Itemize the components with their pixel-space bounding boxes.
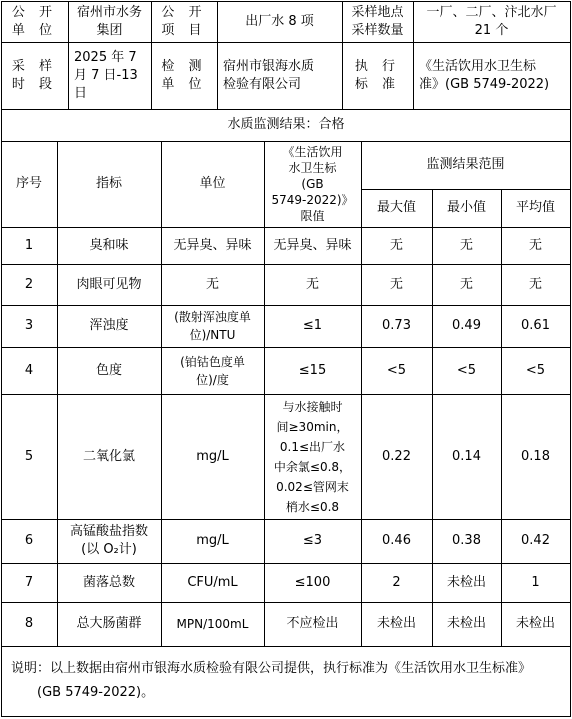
divider	[1, 646, 571, 647]
period-label: 采 样 时 段	[11, 58, 58, 92]
cell-seq: 4	[24, 362, 34, 378]
standard-value: 《生活饮用水卫生标 准》(GB 5749-2022)	[419, 58, 550, 92]
footnote-line: 说明：以上数据由宿州市银海水质检验有限公司提供，执行标准为《生活饮用水卫生标准》	[11, 661, 532, 676]
cell-limit: ≤15	[298, 362, 327, 378]
cell-avg: 0.61	[521, 318, 550, 333]
cell-max: 无	[389, 237, 403, 253]
footnote	[11, 657, 566, 705]
lab-label: 检 测 单 位	[161, 58, 207, 92]
cell-seq: 5	[24, 448, 34, 464]
footnote-line: (GB 5749-2022)。	[37, 685, 155, 700]
standard-label: 执 行 标 准	[354, 58, 401, 92]
cell-unit: 无异臭、异味	[173, 237, 252, 253]
sample-site-value: 一厂、二厂、汴北水厂 21 个	[426, 4, 557, 38]
col-max: 最大值	[376, 200, 416, 215]
cell-indicator: 总大肠菌群	[76, 616, 142, 631]
col-range: 监测结果范围	[426, 157, 505, 172]
cell-max: 0.46	[382, 533, 411, 548]
col-seq: 序号	[15, 176, 42, 191]
cell-limit: 无异臭、异味	[273, 237, 352, 253]
col-min: 最小值	[446, 200, 486, 215]
project-value: 出厂水 8 项	[245, 13, 314, 29]
cell-min: 0.38	[452, 533, 481, 548]
cell-indicator: 二氧化氯	[82, 448, 135, 464]
col-unit: 单位	[199, 176, 226, 191]
cell-seq: 3	[24, 318, 34, 333]
cell-avg: 0.18	[521, 448, 550, 464]
cell-min: 未检出	[446, 574, 486, 590]
cell-avg: 未检出	[515, 616, 555, 631]
cell-min: 无	[459, 237, 473, 253]
cell-min: <5	[456, 362, 477, 378]
cell-max: 无	[389, 276, 403, 292]
unit-label: 公 开 单 位	[11, 4, 58, 38]
cell-avg: 无	[528, 276, 542, 292]
cell-indicator: 色度	[95, 362, 122, 378]
col-indicator: 指标	[95, 176, 122, 191]
period-value: 2025 年 7 月 7 日-13 日	[74, 49, 138, 101]
cell-unit: (散射浑浊度单 位)/NTU	[174, 310, 251, 342]
cell-max: 未检出	[376, 616, 416, 631]
lab-value: 宿州市银海水质 检验有限公司	[223, 58, 315, 92]
cell-indicator: 浑浊度	[89, 318, 129, 333]
cell-seq: 8	[24, 616, 34, 631]
cell-seq: 7	[24, 574, 34, 590]
unit-value: 宿州市水务 集团	[76, 4, 142, 38]
cell-limit: ≤100	[294, 574, 331, 590]
cell-limit: 与水接触时 间≥30min， 0.1≤出厂水 中余氯≤0.8， 0.02≤管网末 梢水≤0.8	[273, 399, 352, 514]
cell-indicator: 肉眼可见物	[76, 276, 142, 292]
cell-unit: 无	[205, 276, 219, 292]
cell-max: 0.22	[382, 448, 411, 464]
cell-avg: <5	[525, 362, 546, 378]
cell-avg: 1	[531, 574, 540, 590]
cell-unit: mg/L	[196, 448, 229, 464]
cell-min: 0.14	[452, 448, 481, 464]
cell-limit: ≤3	[302, 533, 323, 548]
sample-site-label: 采样地点 采样数量	[351, 4, 404, 38]
water-quality-report	[1, 1, 571, 717]
project-label: 公 开 项 目	[161, 4, 207, 38]
border-bottom	[1, 716, 571, 717]
cell-unit: (铂钴色度单 位)/度	[180, 354, 245, 387]
cell-min: 无	[459, 276, 473, 292]
cell-limit: 无	[305, 276, 319, 292]
col-avg: 平均值	[515, 200, 555, 215]
cell-indicator: 菌落总数	[82, 574, 135, 590]
cell-limit: ≤1	[302, 318, 323, 333]
cell-max: 2	[392, 574, 401, 590]
cell-indicator: 高锰酸盐指数 (以 O₂计)	[69, 524, 148, 557]
cell-unit: mg/L	[196, 533, 229, 548]
cell-max: <5	[386, 362, 407, 378]
cell-min: 0.49	[452, 318, 481, 333]
cell-min: 未检出	[446, 616, 486, 631]
cell-seq: 2	[24, 276, 34, 292]
cell-indicator: 臭和味	[89, 237, 129, 253]
cell-max: 0.73	[382, 318, 411, 333]
result-line: 水质监测结果：合格	[227, 117, 345, 132]
cell-avg: 0.42	[521, 533, 550, 548]
cell-unit: MPN/100mL	[176, 617, 249, 631]
cell-limit: 不应检出	[286, 616, 339, 631]
cell-seq: 1	[24, 237, 34, 253]
col-limit: 《生活饮用 水卫生标 (GB 5749-2022)》 限值	[271, 145, 354, 223]
cell-unit: CFU/mL	[187, 574, 238, 590]
cell-avg: 无	[528, 237, 542, 253]
cell-seq: 6	[24, 533, 34, 548]
